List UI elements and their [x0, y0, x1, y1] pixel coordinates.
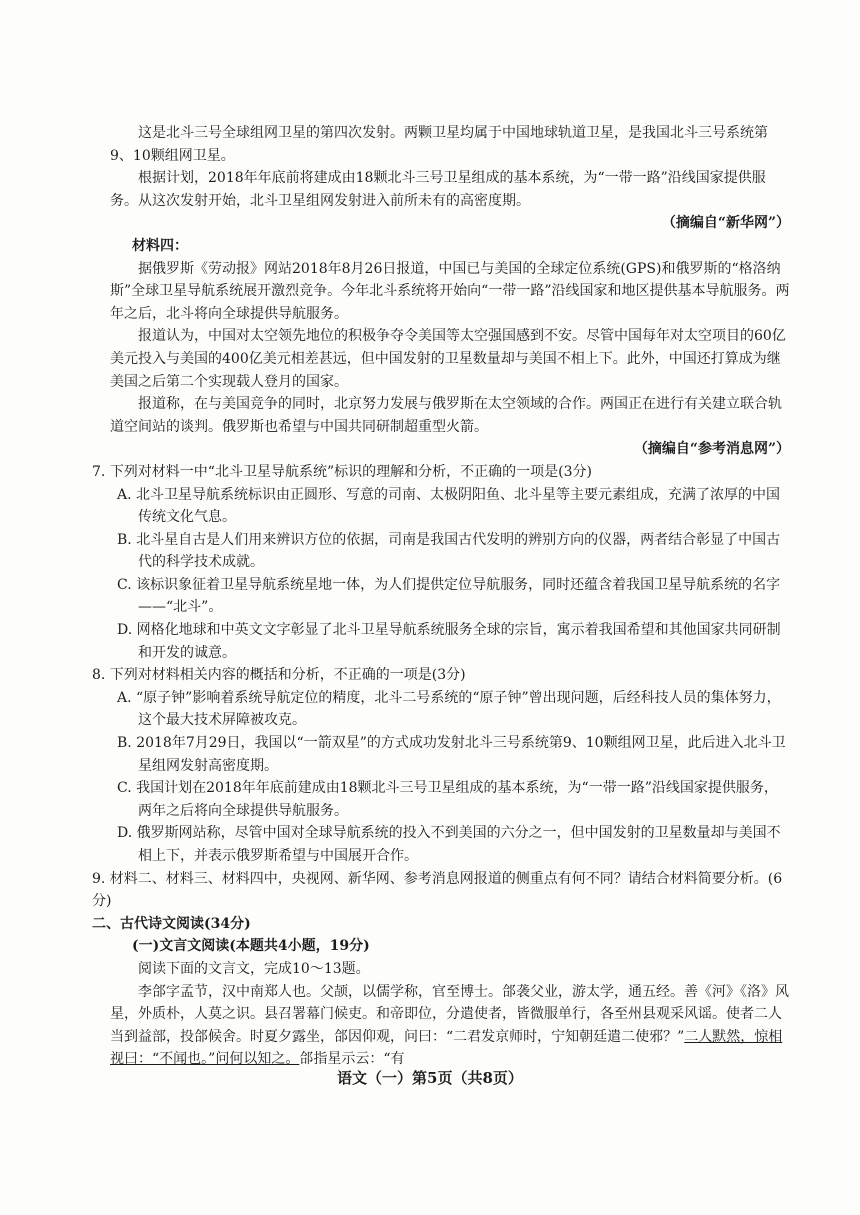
- material4-section: [110, 235, 790, 461]
- question-stem: 7. 下列对材料一中“北斗卫星导航系统”标识的理解和分析，不正确的一项是(3分): [92, 463, 592, 480]
- section-heading: 二、古代诗文阅读(34分): [92, 915, 251, 932]
- option-d: D. 网格化地球和中英文文字彰显了北斗卫星导航系统服务全球的宗旨，寓示着我国希望和其他国家共同研制和开发的诚意。: [117, 622, 781, 661]
- subsection-heading: (一)文言文阅读(本题共4小题，19分): [132, 938, 370, 955]
- option-b: B. 2018年7月29日，我国以“一箭双星”的方式成功发射北斗三号系统第9、10颗组网卫星，此后进入北斗卫星组网发射高密度期。: [117, 735, 786, 774]
- material4-paragraph: 据俄罗斯《劳动报》网站2018年8月26日报道，中国已与美国的全球定位系统(GPS)和俄罗斯的“格洛纳斯”全球卫星导航系统展开激烈竞争。今年北斗系统将开始向“一带一路”沿线国家和地区提供基本导航服务。两年之后，北斗将向全球提供导航服务。: [110, 260, 790, 322]
- passage-text: 李郃字孟节，汉中南郑人也。父颉，以儒学称，官至博士。郃袭父业，游太学，通五经。善《河》《洛》风星，外质朴，人莫之识。县召署幕门候吏。和帝即位，分遣使者，皆微服单行，各至州县观采风谣。使者二人当到益部，投郃候舍。时夏夕露坐，郃因仰观，问曰：“二君发京师时，宁知朝廷遣二使邪？”: [110, 983, 789, 1045]
- question-stem: 8. 下列对材料相关内容的概括和分析，不正确的一项是(3分): [92, 667, 466, 684]
- question-9: [92, 868, 790, 913]
- question-8: [92, 664, 790, 867]
- question-stem: 9. 材料二、材料三、材料四中，央视网、新华网、参考消息网报道的侧重点有何不同？请结合材料简要分析。(6分): [92, 870, 783, 910]
- question-7: [92, 461, 790, 664]
- classical-passage: [110, 981, 790, 1071]
- classical-reading-section: [92, 913, 790, 1071]
- material4-source: （摘编自“参考消息网”）: [633, 441, 790, 458]
- option-a: A. 北斗卫星导航系统标识由正圆形、写意的司南、太极阴阳鱼、北斗星等主要元素组成，充满了浓厚的中国传统文化气息。: [117, 486, 781, 526]
- material4-paragraph: 报道称，在与美国竞争的同时，北京努力发展与俄罗斯在太空领域的合作。两国正在进行有关建立联合轨道空间站的谈判。俄罗斯也希望与中国共同研制超重型火箭。: [110, 396, 782, 435]
- option-a: A. “原子钟”影响着系统导航定位的精度，北斗二号系统的“原子钟”曾出现问题，后经科技人员的集体努力，这个最大技术屏障被攻克。: [117, 689, 781, 729]
- material3-paragraph: 根据计划，2018年年底前将建成由18颗北斗三号卫星组成的基本系统，为“一带一路”沿线国家提供服务。从这次发射开始，北斗卫星组网发射进入前所未有的高密度期。: [110, 170, 766, 209]
- material4-paragraph: 报道认为，中国对太空领先地位的积极争夺令美国等太空强国感到不安。尽管中国每年对太空项目的60亿美元投入与美国的400亿美元相差甚远，但中国发射的卫星数量却与美国不相上下。此外，中国还打算成为继美国之后第二个实现载人登月的国家。: [110, 328, 786, 390]
- option-c: C. 我国计划在2018年年底前建成由18颗北斗三号卫星组成的基本系统，为“一带一路”沿线国家提供服务，两年之后将向全球提供导航服务。: [117, 780, 778, 819]
- reading-instruction: 阅读下面的文言文，完成10～13题。: [138, 960, 370, 977]
- option-b: B. 北斗星自古是人们用来辨识方位的依据，司南是我国古代发明的辨别方向的仪器，两者结合彰显了中国古代的科学技术成就。: [117, 531, 781, 571]
- material3-paragraph: 这是北斗三号全球组网卫星的第四次发射。两颗卫星均属于中国地球轨道卫星，是我国北斗三号系统第9、10颗组网卫星。: [110, 125, 768, 164]
- underlined-sentence: 二人默然，惊相视曰：“不闻也。”问何以知之。: [110, 1028, 783, 1068]
- option-d: D. 俄罗斯网站称，尽管中国对全球导航系统的投入不到美国的六分之一，但中国发射的卫星数量却与美国不相上下，并表示俄罗斯希望与中国展开合作。: [117, 825, 781, 864]
- page-content: [92, 122, 790, 1071]
- material3-section: [110, 122, 790, 235]
- option-c: C. 该标识象征着卫星导航系统星地一体，为人们提供定位导航服务，同时还蕴含着我国卫星导航系统的名字——“北斗”。: [117, 576, 781, 616]
- material3-source: （摘编自“新华网”）: [661, 215, 790, 232]
- material4-label: 材料四：: [132, 237, 188, 254]
- page-footer: 语文（一）第5页（共8页）: [337, 1069, 523, 1087]
- passage-text: 郃指星示云：“有: [299, 1051, 405, 1068]
